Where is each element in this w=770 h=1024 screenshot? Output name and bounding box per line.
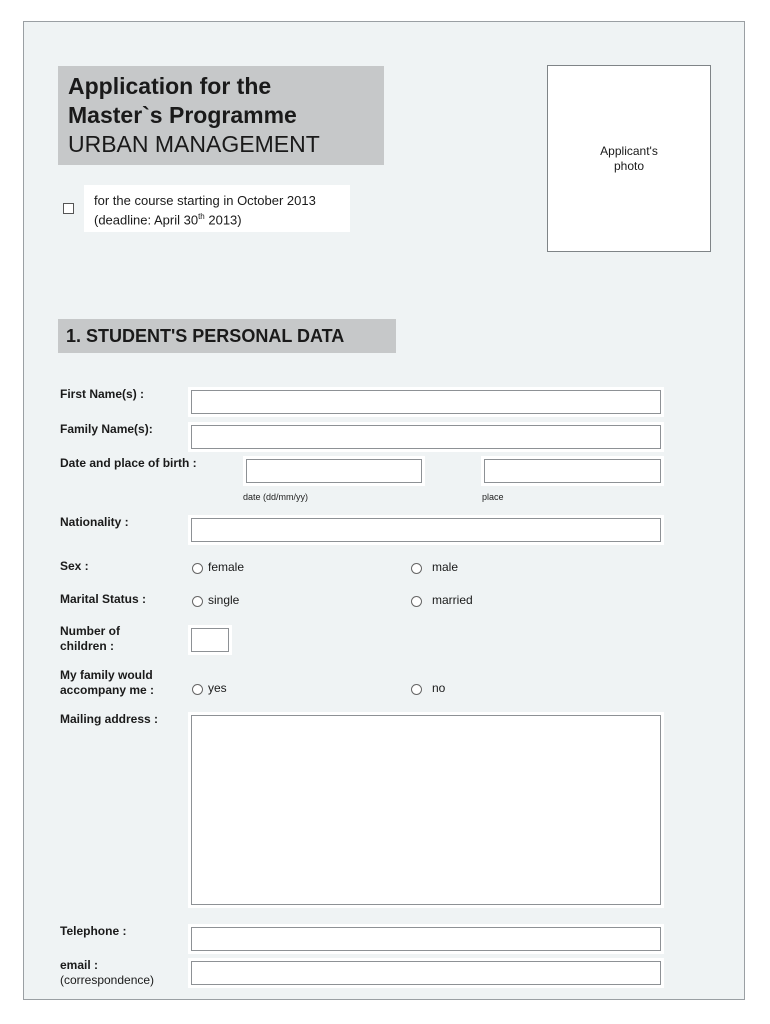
course-deadline-sup: th <box>198 212 205 221</box>
form-title-line2: Master`s Programme <box>68 102 297 128</box>
applicant-photo-box[interactable] <box>547 65 711 252</box>
telephone-label: Telephone : <box>60 924 127 938</box>
course-deadline-post: 2013) <box>204 212 242 228</box>
family-accompany-label-line2: accompany me : <box>60 683 155 697</box>
section-personal-data-heading: 1. STUDENT'S PERSONAL DATA <box>58 319 396 353</box>
sex-female-label: female <box>208 560 245 574</box>
sex-label: Sex : <box>60 559 89 573</box>
course-info-box <box>84 185 350 232</box>
birth-date-input[interactable] <box>246 459 422 483</box>
course-deadline <box>94 209 340 228</box>
form-page <box>23 21 745 1000</box>
email-input[interactable] <box>191 961 661 985</box>
sex-male-label: male <box>432 560 459 574</box>
children-label-line2: children : <box>60 639 115 653</box>
course-info-line1: for the course starting in October 2013 <box>94 193 316 208</box>
sex-female-radio[interactable] <box>192 563 203 574</box>
family-yes-radio[interactable] <box>192 684 203 695</box>
family-accompany-label-line1: My family would <box>60 668 153 682</box>
course-october-2013-checkbox[interactable] <box>63 203 74 214</box>
nationality-input[interactable] <box>191 518 661 542</box>
nationality-label: Nationality : <box>60 515 129 529</box>
marital-single-label: single <box>208 593 240 607</box>
sex-male-radio[interactable] <box>411 563 422 574</box>
photo-label-line1: Applicant's <box>600 143 658 158</box>
birth-date-hint: date (dd/mm/yy) <box>243 492 309 502</box>
photo-label-line2: photo <box>613 158 645 173</box>
family-name-label: Family Name(s): <box>60 422 153 436</box>
family-name-input[interactable] <box>191 425 661 449</box>
marital-single-radio[interactable] <box>192 596 203 607</box>
email-label-line2: (correspondence) <box>60 973 155 987</box>
family-no-radio[interactable] <box>411 684 422 695</box>
form-title-line1: Application for the <box>68 73 272 99</box>
birth-place-hint: place <box>482 492 504 502</box>
family-yes-label: yes <box>208 681 227 695</box>
course-deadline-pre: (deadline: April 30 <box>94 212 199 228</box>
birth-label: Date and place of birth : <box>60 456 197 470</box>
first-name-input[interactable] <box>191 390 661 414</box>
email-label-line1: email : <box>60 958 99 972</box>
marital-married-label: married <box>432 593 473 607</box>
children-label-line1: Number of <box>60 624 120 638</box>
form-title-block <box>58 66 384 165</box>
marital-married-radio[interactable] <box>411 596 422 607</box>
mailing-address-textarea[interactable] <box>191 715 661 905</box>
birth-place-input[interactable] <box>484 459 661 483</box>
first-name-label: First Name(s) : <box>60 387 145 401</box>
telephone-input[interactable] <box>191 927 661 951</box>
family-no-label: no <box>432 681 446 695</box>
mailing-address-label: Mailing address : <box>60 712 159 726</box>
marital-status-label: Marital Status : <box>60 592 147 606</box>
form-title-line3: URBAN MANAGEMENT <box>68 131 320 157</box>
children-count-input[interactable] <box>191 628 229 652</box>
